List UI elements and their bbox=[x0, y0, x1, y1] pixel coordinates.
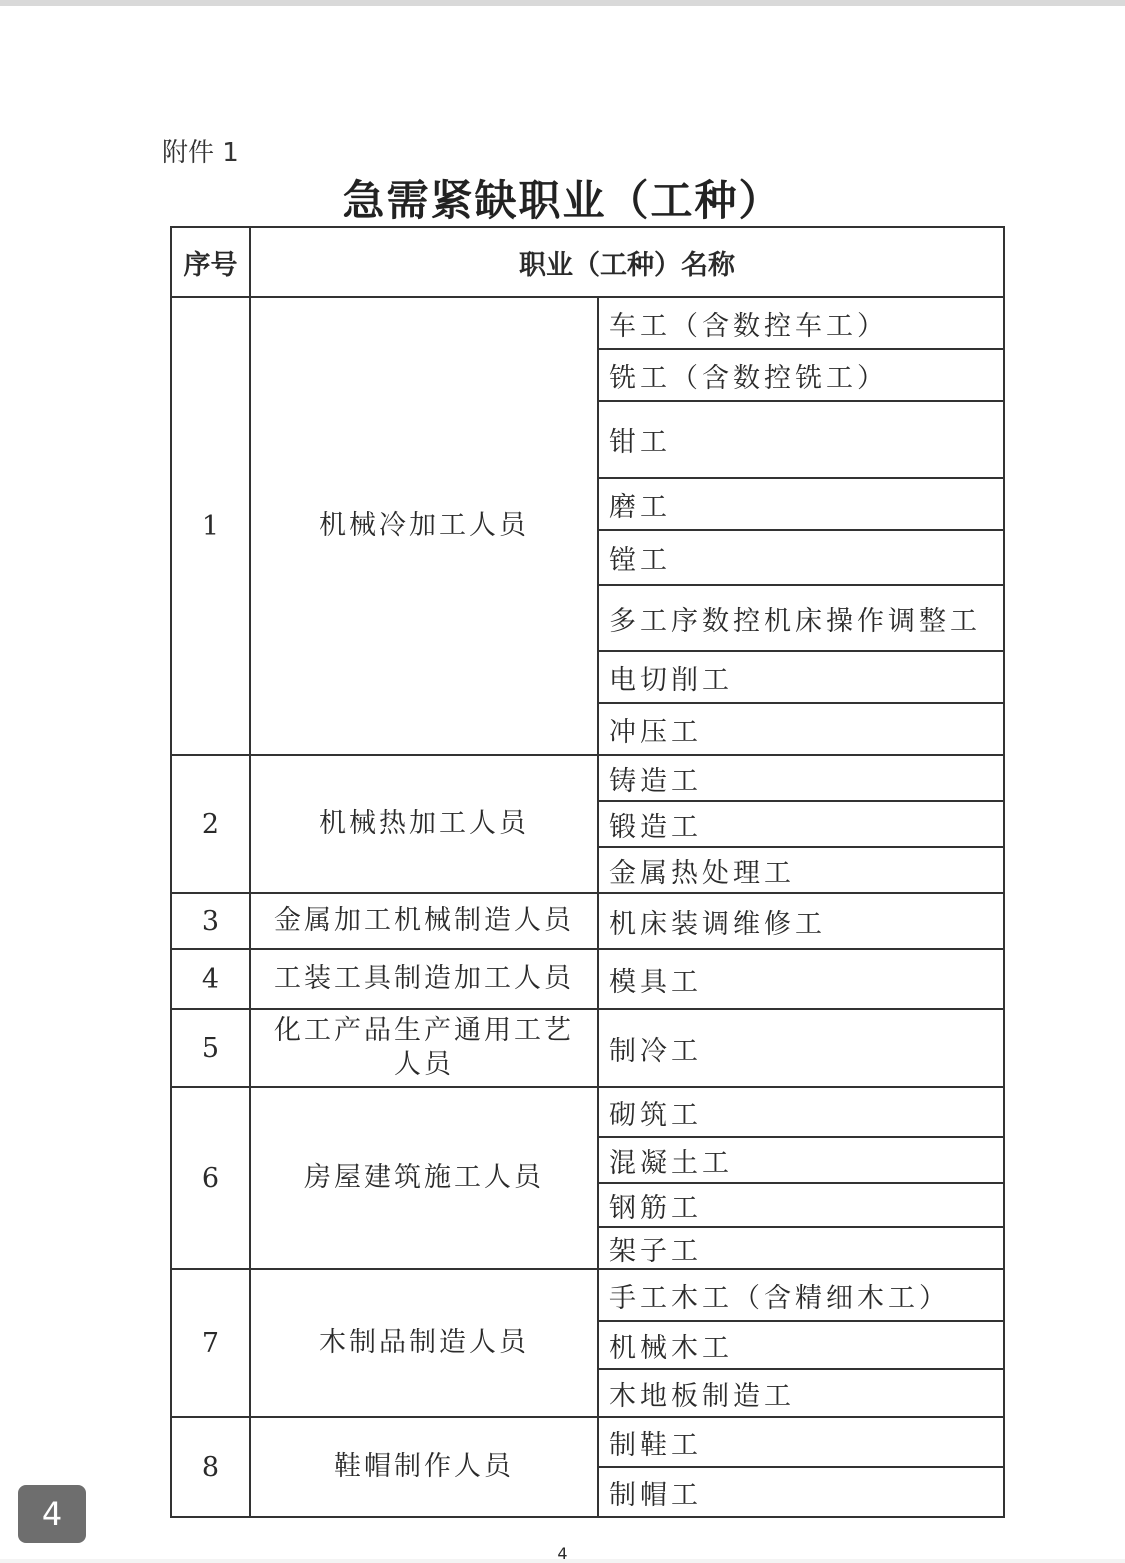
trade-cell: 电切削工 bbox=[598, 651, 1004, 703]
trade-cell: 金属热处理工 bbox=[598, 847, 1004, 893]
header-index: 序号 bbox=[171, 227, 250, 297]
row-index: 6 bbox=[171, 1087, 250, 1269]
row-index: 2 bbox=[171, 755, 250, 893]
row-index: 7 bbox=[171, 1269, 250, 1417]
table-row bbox=[171, 949, 1004, 1009]
trade-cell: 机床装调维修工 bbox=[598, 893, 1004, 949]
table-row bbox=[171, 755, 1004, 801]
row-index: 4 bbox=[171, 949, 250, 1009]
document-title: 急需紧缺职业（工种） bbox=[342, 176, 783, 225]
trade-cell: 车工（含数控车工） bbox=[598, 297, 1004, 349]
trade-cell: 混凝土工 bbox=[598, 1137, 1004, 1183]
trade-cell: 模具工 bbox=[598, 949, 1004, 1009]
table-header-row bbox=[171, 227, 1004, 297]
table-row bbox=[171, 1009, 1004, 1087]
table-row bbox=[171, 893, 1004, 949]
trade-cell: 镗工 bbox=[598, 530, 1004, 585]
document-page bbox=[0, 6, 1125, 1563]
page-number: 4 bbox=[557, 1544, 568, 1563]
trade-cell: 锻造工 bbox=[598, 801, 1004, 847]
trade-cell: 钢筋工 bbox=[598, 1183, 1004, 1227]
table-row bbox=[171, 297, 1004, 349]
trade-cell: 钳工 bbox=[598, 401, 1004, 478]
trade-cell: 多工序数控机床操作调整工 bbox=[598, 585, 1004, 651]
row-index: 3 bbox=[171, 893, 250, 949]
trade-cell: 铣工（含数控铣工） bbox=[598, 349, 1004, 401]
row-index: 5 bbox=[171, 1009, 250, 1087]
trade-cell: 制帽工 bbox=[598, 1467, 1004, 1517]
table-row bbox=[171, 1269, 1004, 1321]
group-name: 鞋帽制作人员 bbox=[250, 1417, 598, 1517]
table-row bbox=[171, 1087, 1004, 1137]
group-name: 机械热加工人员 bbox=[250, 755, 598, 893]
page-badge[interactable]: 4 bbox=[18, 1485, 86, 1543]
trade-cell: 制冷工 bbox=[598, 1009, 1004, 1087]
group-name: 机械冷加工人员 bbox=[250, 297, 598, 755]
group-name: 化工产品生产通用工艺人员 bbox=[250, 1009, 598, 1087]
annex-label: 附件 1 bbox=[162, 138, 239, 168]
trade-cell: 手工木工（含精细木工） bbox=[598, 1269, 1004, 1321]
trade-cell: 磨工 bbox=[598, 478, 1004, 530]
trade-cell: 砌筑工 bbox=[598, 1087, 1004, 1137]
trade-cell: 机械木工 bbox=[598, 1321, 1004, 1369]
table-row bbox=[171, 1417, 1004, 1467]
header-occupation-name: 职业（工种）名称 bbox=[250, 227, 1004, 297]
occupation-table bbox=[170, 226, 1005, 1518]
trade-cell: 制鞋工 bbox=[598, 1417, 1004, 1467]
group-name: 工装工具制造加工人员 bbox=[250, 949, 598, 1009]
row-index: 1 bbox=[171, 297, 250, 755]
trade-cell: 架子工 bbox=[598, 1227, 1004, 1269]
trade-cell: 木地板制造工 bbox=[598, 1369, 1004, 1417]
group-name: 房屋建筑施工人员 bbox=[250, 1087, 598, 1269]
trade-cell: 铸造工 bbox=[598, 755, 1004, 801]
row-index: 8 bbox=[171, 1417, 250, 1517]
group-name: 金属加工机械制造人员 bbox=[250, 893, 598, 949]
trade-cell: 冲压工 bbox=[598, 703, 1004, 755]
group-name: 木制品制造人员 bbox=[250, 1269, 598, 1417]
